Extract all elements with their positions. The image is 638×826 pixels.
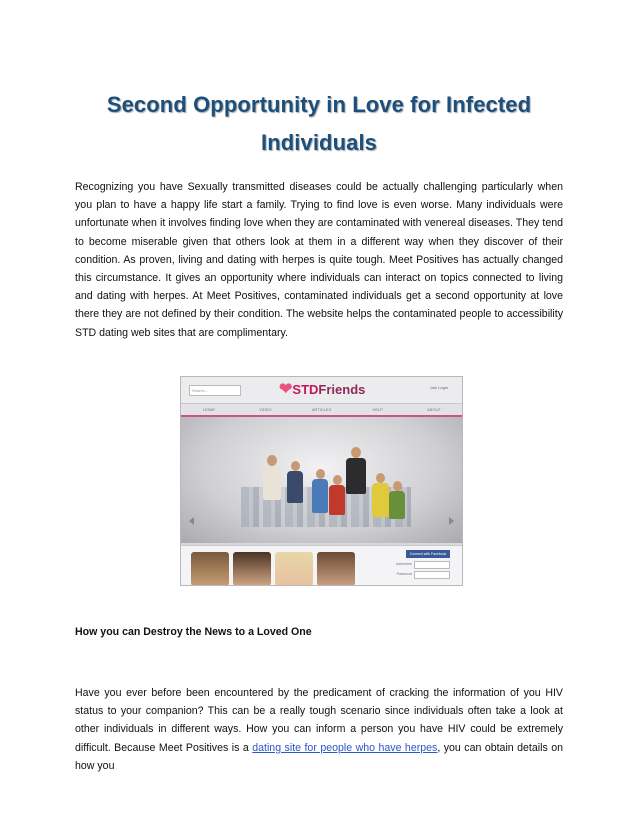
profile-photo bbox=[317, 552, 355, 586]
facebook-connect-button: Connect with Facebook bbox=[406, 550, 450, 558]
logo-suffix: Friends bbox=[318, 382, 366, 397]
screenshot-nav-item: HELP bbox=[372, 407, 383, 412]
screenshot-nav-item: VIDEO bbox=[259, 407, 272, 412]
person-head bbox=[393, 481, 402, 491]
logo-prefix: STD bbox=[292, 382, 319, 397]
body-paragraph bbox=[75, 684, 563, 775]
person-figure bbox=[372, 483, 389, 517]
screenshot-nav-item: ABOUT bbox=[427, 407, 441, 412]
person-head bbox=[291, 461, 300, 471]
screenshot-nav-item: HOME bbox=[203, 407, 216, 412]
password-label: Password bbox=[396, 572, 412, 576]
person-figure bbox=[346, 458, 366, 494]
document-title bbox=[70, 86, 568, 162]
title-line-1: Second Opportunity in Love for Infected bbox=[106, 92, 532, 117]
screenshot-banner bbox=[181, 417, 462, 543]
paragraph-text: , you can obtain details on how you bbox=[75, 741, 564, 772]
person-head bbox=[351, 447, 361, 458]
paragraph-text: Have you ever before been encountered by the predicament of cracking the information of you HIV status to your companion? This can be a really tough scenario since individuals often take a look at other individuals in different ways. How you can inform a person you have HIV could be extremely difficult. Because Meet Positives is a bbox=[75, 687, 563, 754]
heart-icon: ❤ bbox=[279, 381, 293, 398]
website-screenshot-image bbox=[180, 376, 463, 586]
std-friends-logo bbox=[279, 379, 365, 401]
carousel-right-arrow-icon bbox=[449, 517, 454, 525]
screenshot-profile-strip bbox=[181, 545, 462, 586]
profile-photo bbox=[233, 552, 271, 586]
screenshot-header bbox=[181, 377, 462, 403]
person-figure bbox=[329, 485, 345, 515]
person-figure bbox=[389, 491, 405, 519]
person-figure bbox=[287, 471, 303, 503]
screenshot-login-link: Join Login bbox=[429, 385, 448, 390]
screenshot-nav-item: ARTICLES bbox=[311, 407, 332, 412]
person-head bbox=[376, 473, 385, 483]
herpes-dating-site-link[interactable]: dating site for people who have herpes bbox=[252, 741, 438, 754]
intro-paragraph: Recognizing you have Sexually transmitted diseases could be actually challenging particularly when you plan to have a happy life start a family. Trying to find love is even worse. Many individuals were unfortunate when it involves finding love when they are contaminated with venereal diseases. They tend to become miserable given that others look at them in a different way when they discover of their condition. As proven, living and dating with herpes is quite tough. Meet Positives has actually changed this circumstance. It gives an opportunity where individuals can interact on topics connected to living and dating with herpes. At Meet Positives, contaminated individuals get a second opportunity at love there they are not defined by their condition. The website helps the contaminated people to accessibility STD dating web sites that are complimentary. bbox=[75, 181, 563, 339]
person-head bbox=[316, 469, 325, 479]
username-label: Username bbox=[395, 562, 412, 566]
section-heading: How you can Destroy the News to a Loved One bbox=[75, 626, 312, 638]
profile-photo bbox=[275, 552, 313, 586]
title-line-2: Individuals bbox=[260, 130, 377, 155]
person-figure bbox=[312, 479, 328, 513]
screenshot-search-box: Search... bbox=[189, 385, 241, 396]
carousel-left-arrow-icon bbox=[189, 517, 194, 525]
profile-photo bbox=[191, 552, 229, 586]
username-field bbox=[414, 561, 450, 569]
person-figure bbox=[263, 466, 281, 500]
password-field bbox=[414, 571, 450, 579]
person-head bbox=[267, 455, 277, 466]
person-head bbox=[333, 475, 342, 485]
